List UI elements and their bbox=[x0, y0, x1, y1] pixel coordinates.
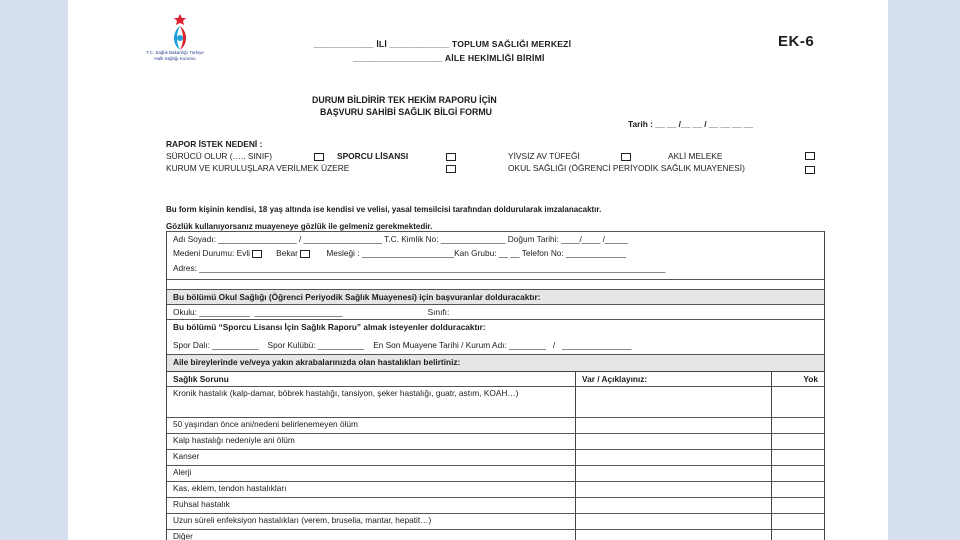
disease-row bbox=[167, 481, 824, 497]
disease-no-cell[interactable] bbox=[772, 498, 824, 513]
disease-name: Kalp hastalığı nedeniyle ani ölüm bbox=[167, 434, 576, 449]
disease-yes-cell[interactable] bbox=[576, 466, 772, 481]
school-section-header bbox=[167, 289, 824, 304]
disease-name: Kanser bbox=[167, 450, 576, 465]
family-medicine-line: __________________ AİLE HEKİMLİĞİ BİRİMİ bbox=[353, 53, 545, 63]
marital-label: Medeni Durumu: Evli bbox=[173, 248, 251, 258]
disease-yes-cell[interactable] bbox=[576, 530, 772, 540]
sport-section-title: Bu bölümü “Sporcu Lisansı İçin Sağlık Raporu” almak isteyenler dolduracaktır: bbox=[173, 322, 486, 332]
disease-yes-cell[interactable] bbox=[576, 450, 772, 465]
job-blood-phone-fields[interactable]: Mesleği : ____________________Kan Grubu: __ __ Telefon No: _____________ bbox=[326, 248, 627, 258]
glasses-note: Gözlük kullanıyorsanız muayeneye gözlük ile gelmeniz gerekmektedir. bbox=[166, 222, 433, 231]
disease-no-cell[interactable] bbox=[772, 482, 824, 497]
col-yes: Var / Açıklayınız: bbox=[576, 372, 772, 386]
disease-no-cell[interactable] bbox=[772, 418, 824, 433]
disease-row bbox=[167, 529, 824, 540]
logo-text: T.C. Sağlık Bakanlığı Türkiye Halk Sağlığı Kurumu bbox=[146, 50, 204, 61]
disease-yes-cell[interactable] bbox=[576, 387, 772, 417]
disease-name: Alerji bbox=[167, 466, 576, 481]
marital-row bbox=[167, 246, 824, 261]
disease-name: Ruhsal hastalık bbox=[167, 498, 576, 513]
disease-row bbox=[167, 417, 824, 433]
date-field[interactable]: Tarih : __ __ /__ __ / __ __ __ __ bbox=[628, 119, 754, 129]
reason-sport-label: SPORCU LİSANSI bbox=[337, 151, 409, 161]
disease-name: Diğer bbox=[167, 530, 576, 540]
reason-institution-label: KURUM VE KURULUŞLARA VERİLMEK ÜZERE bbox=[166, 163, 350, 173]
reason-hunting-checkbox[interactable] bbox=[621, 153, 631, 161]
disease-name: 50 yaşından önce ani/nedeni belirlenemeyen ölüm bbox=[167, 418, 576, 433]
disease-row bbox=[167, 465, 824, 481]
disease-header-row bbox=[167, 371, 824, 386]
disease-yes-cell[interactable] bbox=[576, 514, 772, 529]
reason-school-label: OKUL SAĞLIĞI (ÖĞRENCİ PERİYODİK SAĞLIK MUAYENESİ) bbox=[508, 163, 745, 173]
reason-institution-checkbox[interactable] bbox=[446, 165, 456, 173]
family-section-title: Aile bireylerinde ve/veya yakın akrabalarınızda olan hastalıkları belirtiniz: bbox=[173, 357, 461, 367]
school-row bbox=[167, 304, 824, 319]
sport-section-header bbox=[167, 319, 824, 334]
disease-name: Uzun süreli enfeksiyon hastalıkları (verem, bruselia, mantar, hepatit…) bbox=[167, 514, 576, 529]
disease-no-cell[interactable] bbox=[772, 434, 824, 449]
form-title-line1: DURUM BİLDİRİR TEK HEKİM RAPORU İÇİN bbox=[312, 95, 497, 105]
address-field[interactable]: Adres: _____________________________________________________________________________________________________ bbox=[173, 263, 666, 273]
disease-row bbox=[167, 497, 824, 513]
personal-info-row bbox=[167, 231, 824, 246]
single-label: Bekar bbox=[276, 248, 298, 258]
reason-hunting-label: YİVSİZ AV TÜFEĞİ bbox=[508, 151, 580, 161]
disease-no-cell[interactable] bbox=[772, 387, 824, 417]
name-id-birth-fields[interactable]: Adı Soyadı: _________________ / _________________ T.C. Kimlik No: ______________ Doğum Tarihi: ____/____ /_____ bbox=[173, 234, 629, 244]
ministry-logo-icon bbox=[166, 12, 236, 72]
reason-driver-checkbox[interactable] bbox=[314, 153, 324, 161]
instruction-note: Bu form kişinin kendisi, 18 yaş altında ise kendisi ve velisi, yasal temsilcisi tarafından doldurularak imzalanacaktır. bbox=[166, 205, 602, 214]
sport-row bbox=[167, 334, 824, 354]
sport-fields[interactable]: Spor Dalı: __________ Spor Kulübü: __________ En Son Muayene Tarihi / Kurum Adı: ________ / _______________ bbox=[173, 340, 632, 350]
reason-disabled-label: AKLİ MELEKE bbox=[668, 151, 723, 161]
disease-name: Kronik hastalık (kalp-damar, böbrek hastalığı, tansiyon, şeker hastalığı, guatr, astım, KOAH…) bbox=[167, 387, 576, 417]
disease-rows bbox=[167, 386, 824, 540]
col-no: Yok bbox=[803, 374, 818, 384]
disease-row bbox=[167, 449, 824, 465]
disease-no-cell[interactable] bbox=[772, 530, 824, 540]
disease-no-cell[interactable] bbox=[772, 450, 824, 465]
disease-row bbox=[167, 433, 824, 449]
disease-yes-cell[interactable] bbox=[576, 482, 772, 497]
single-checkbox[interactable] bbox=[300, 250, 310, 258]
disease-row bbox=[167, 386, 824, 417]
form-page bbox=[68, 0, 888, 540]
disease-row bbox=[167, 513, 824, 529]
reason-sport-checkbox[interactable] bbox=[446, 153, 456, 161]
disease-yes-cell[interactable] bbox=[576, 498, 772, 513]
reason-disabled-checkbox[interactable] bbox=[805, 152, 815, 160]
school-section-title: Bu bölümü Okul Sağlığı (Öğrenci Periyodik Sağlık Muayenesi) için başvuranlar dolduracaktır: bbox=[173, 292, 541, 302]
spacer-row bbox=[167, 279, 824, 289]
form-title-line2: BAŞVURU SAHİBİ SAĞLIK BİLGİ FORMU bbox=[320, 107, 493, 117]
col-problem: Sağlık Sorunu bbox=[167, 372, 576, 386]
school-fields[interactable]: Okulu: ___________ ___________________ Sınıfı: bbox=[173, 307, 450, 317]
health-center-line: ____________ İLİ ____________ TOPLUM SAĞLIĞI MERKEZİ bbox=[314, 39, 572, 49]
disease-no-cell[interactable] bbox=[772, 514, 824, 529]
health-info-table bbox=[166, 231, 825, 540]
disease-name: Kas, eklem, tendon hastalıkları bbox=[167, 482, 576, 497]
disease-yes-cell[interactable] bbox=[576, 434, 772, 449]
reason-heading: RAPOR İSTEK NEDENİ : bbox=[166, 139, 263, 149]
married-checkbox[interactable] bbox=[252, 250, 262, 258]
disease-yes-cell[interactable] bbox=[576, 418, 772, 433]
address-row bbox=[167, 261, 824, 279]
family-section-header bbox=[167, 354, 824, 371]
annex-label: EK-6 bbox=[778, 33, 815, 50]
disease-no-cell[interactable] bbox=[772, 466, 824, 481]
reason-driver-label: SÜRÜCÜ OLUR (….. SINIF) bbox=[166, 151, 273, 161]
reason-school-checkbox[interactable] bbox=[805, 166, 815, 174]
